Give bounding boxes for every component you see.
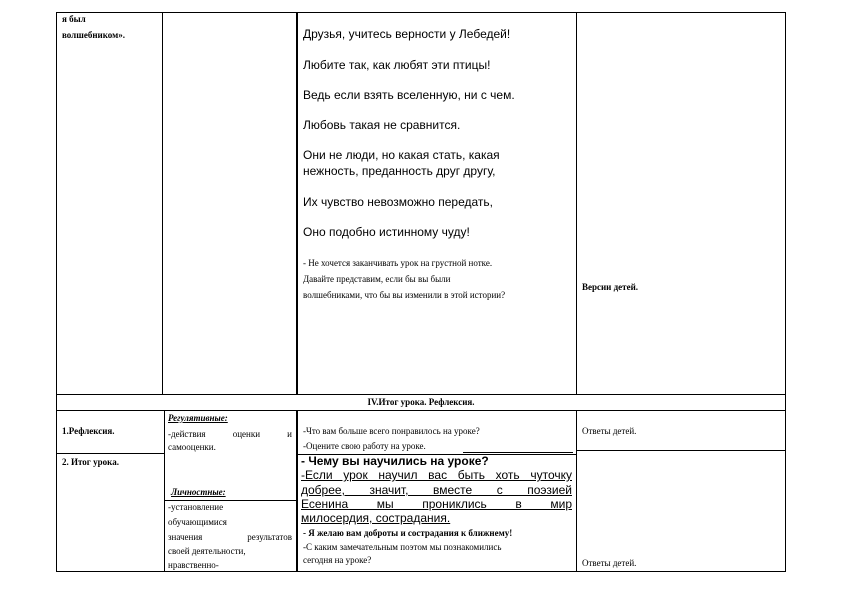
poem-line-8: Оно подобно истинному чуду! — [303, 225, 470, 239]
reflection-underline — [463, 452, 573, 453]
row-divider-upper — [56, 394, 786, 395]
poem-line-3: Ведь если взять вселенную, ни с чем. — [303, 88, 515, 102]
summary-wish: - Я желаю вам доброты и сострадания к ближнему! — [303, 528, 513, 538]
summary-question: - Чему вы научились на уроке? — [301, 454, 489, 468]
summary-text-line-4: милосердия, сострадания. — [301, 511, 451, 525]
uud-personal-line-4: своей деятельности, — [168, 546, 246, 556]
uud-regulative-title: Регулятивные: — [168, 413, 228, 423]
summary-text-line-1: -Если урок научил вас быть хоть чуточку — [301, 468, 572, 482]
left-cell-line-2: волшебником». — [62, 30, 125, 40]
row-divider-stage — [56, 453, 165, 454]
table-border-left — [56, 12, 57, 572]
reflection-question-2: -Оцените свою работу на уроке. — [303, 441, 426, 451]
column-divider-3-lower — [576, 410, 577, 572]
table-border-right — [785, 12, 786, 572]
poem-line-6: нежность, преданность друг другу, — [303, 164, 496, 178]
column-divider-2-lower — [296, 410, 298, 572]
poem-line-5: Они не люди, но какая стать, какая — [303, 148, 500, 162]
summary-closing-line-2: сегодня на уроке? — [303, 555, 372, 565]
teacher-note-line-2: Давайте представим, если бы вы были — [303, 274, 451, 284]
row-divider-uud — [164, 500, 297, 501]
left-cell-line-1: я был — [62, 14, 86, 24]
table-border-bottom — [56, 571, 786, 572]
uud-personal-line-3: значения результатов — [168, 532, 292, 542]
uud-regulative-line-2: самооценки. — [168, 442, 216, 452]
versions-label: Версии детей. — [582, 282, 639, 292]
stage-summary: 2. Итог урока. — [62, 457, 119, 467]
poem-line-2: Любите так, как любят эти птицы! — [303, 58, 491, 72]
poem-line-4: Любовь такая не сравнится. — [303, 118, 461, 132]
summary-closing-line-1: -С каким замечательным поэтом мы познакомились — [303, 542, 502, 552]
uud-personal-line-2: обучающимися — [168, 517, 227, 527]
uud-regulative-line-1: -действия оценки и — [168, 429, 292, 439]
column-divider-1 — [162, 12, 163, 394]
column-divider-2 — [296, 12, 298, 394]
section-header: IV.Итог урока. Рефлексия. — [367, 397, 475, 407]
uud-personal-line-1: -установление — [168, 502, 224, 512]
summary-text-line-3: Есенина мы прониклись в мир — [301, 497, 572, 511]
row-divider-right — [576, 450, 786, 451]
teacher-note-line-1: - Не хочется заканчивать урок на грустной нотке. — [303, 258, 493, 268]
table-border-top — [56, 12, 786, 13]
summary-text-line-2: добрее, значит, вместе с поэзией — [301, 483, 572, 497]
poem-line-7: Их чувство невозможно передать, — [303, 195, 493, 209]
column-divider-1-lower — [164, 410, 165, 572]
row-divider-header — [56, 410, 786, 411]
children-answers-1: Ответы детей. — [582, 426, 637, 436]
column-divider-3 — [576, 12, 577, 394]
poem-line-1: Друзья, учитесь верности у Лебедей! — [303, 27, 511, 41]
uud-personal-title: Личностные: — [171, 487, 226, 497]
stage-reflection: 1.Рефлексия. — [62, 426, 115, 436]
teacher-note-line-3: волшебниками, что бы вы изменили в этой истории? — [303, 290, 506, 300]
children-answers-2: Ответы детей. — [582, 558, 637, 568]
uud-personal-line-5: нравственно- — [168, 560, 219, 570]
reflection-question-1: -Что вам больше всего понравилось на уроке? — [303, 426, 480, 436]
